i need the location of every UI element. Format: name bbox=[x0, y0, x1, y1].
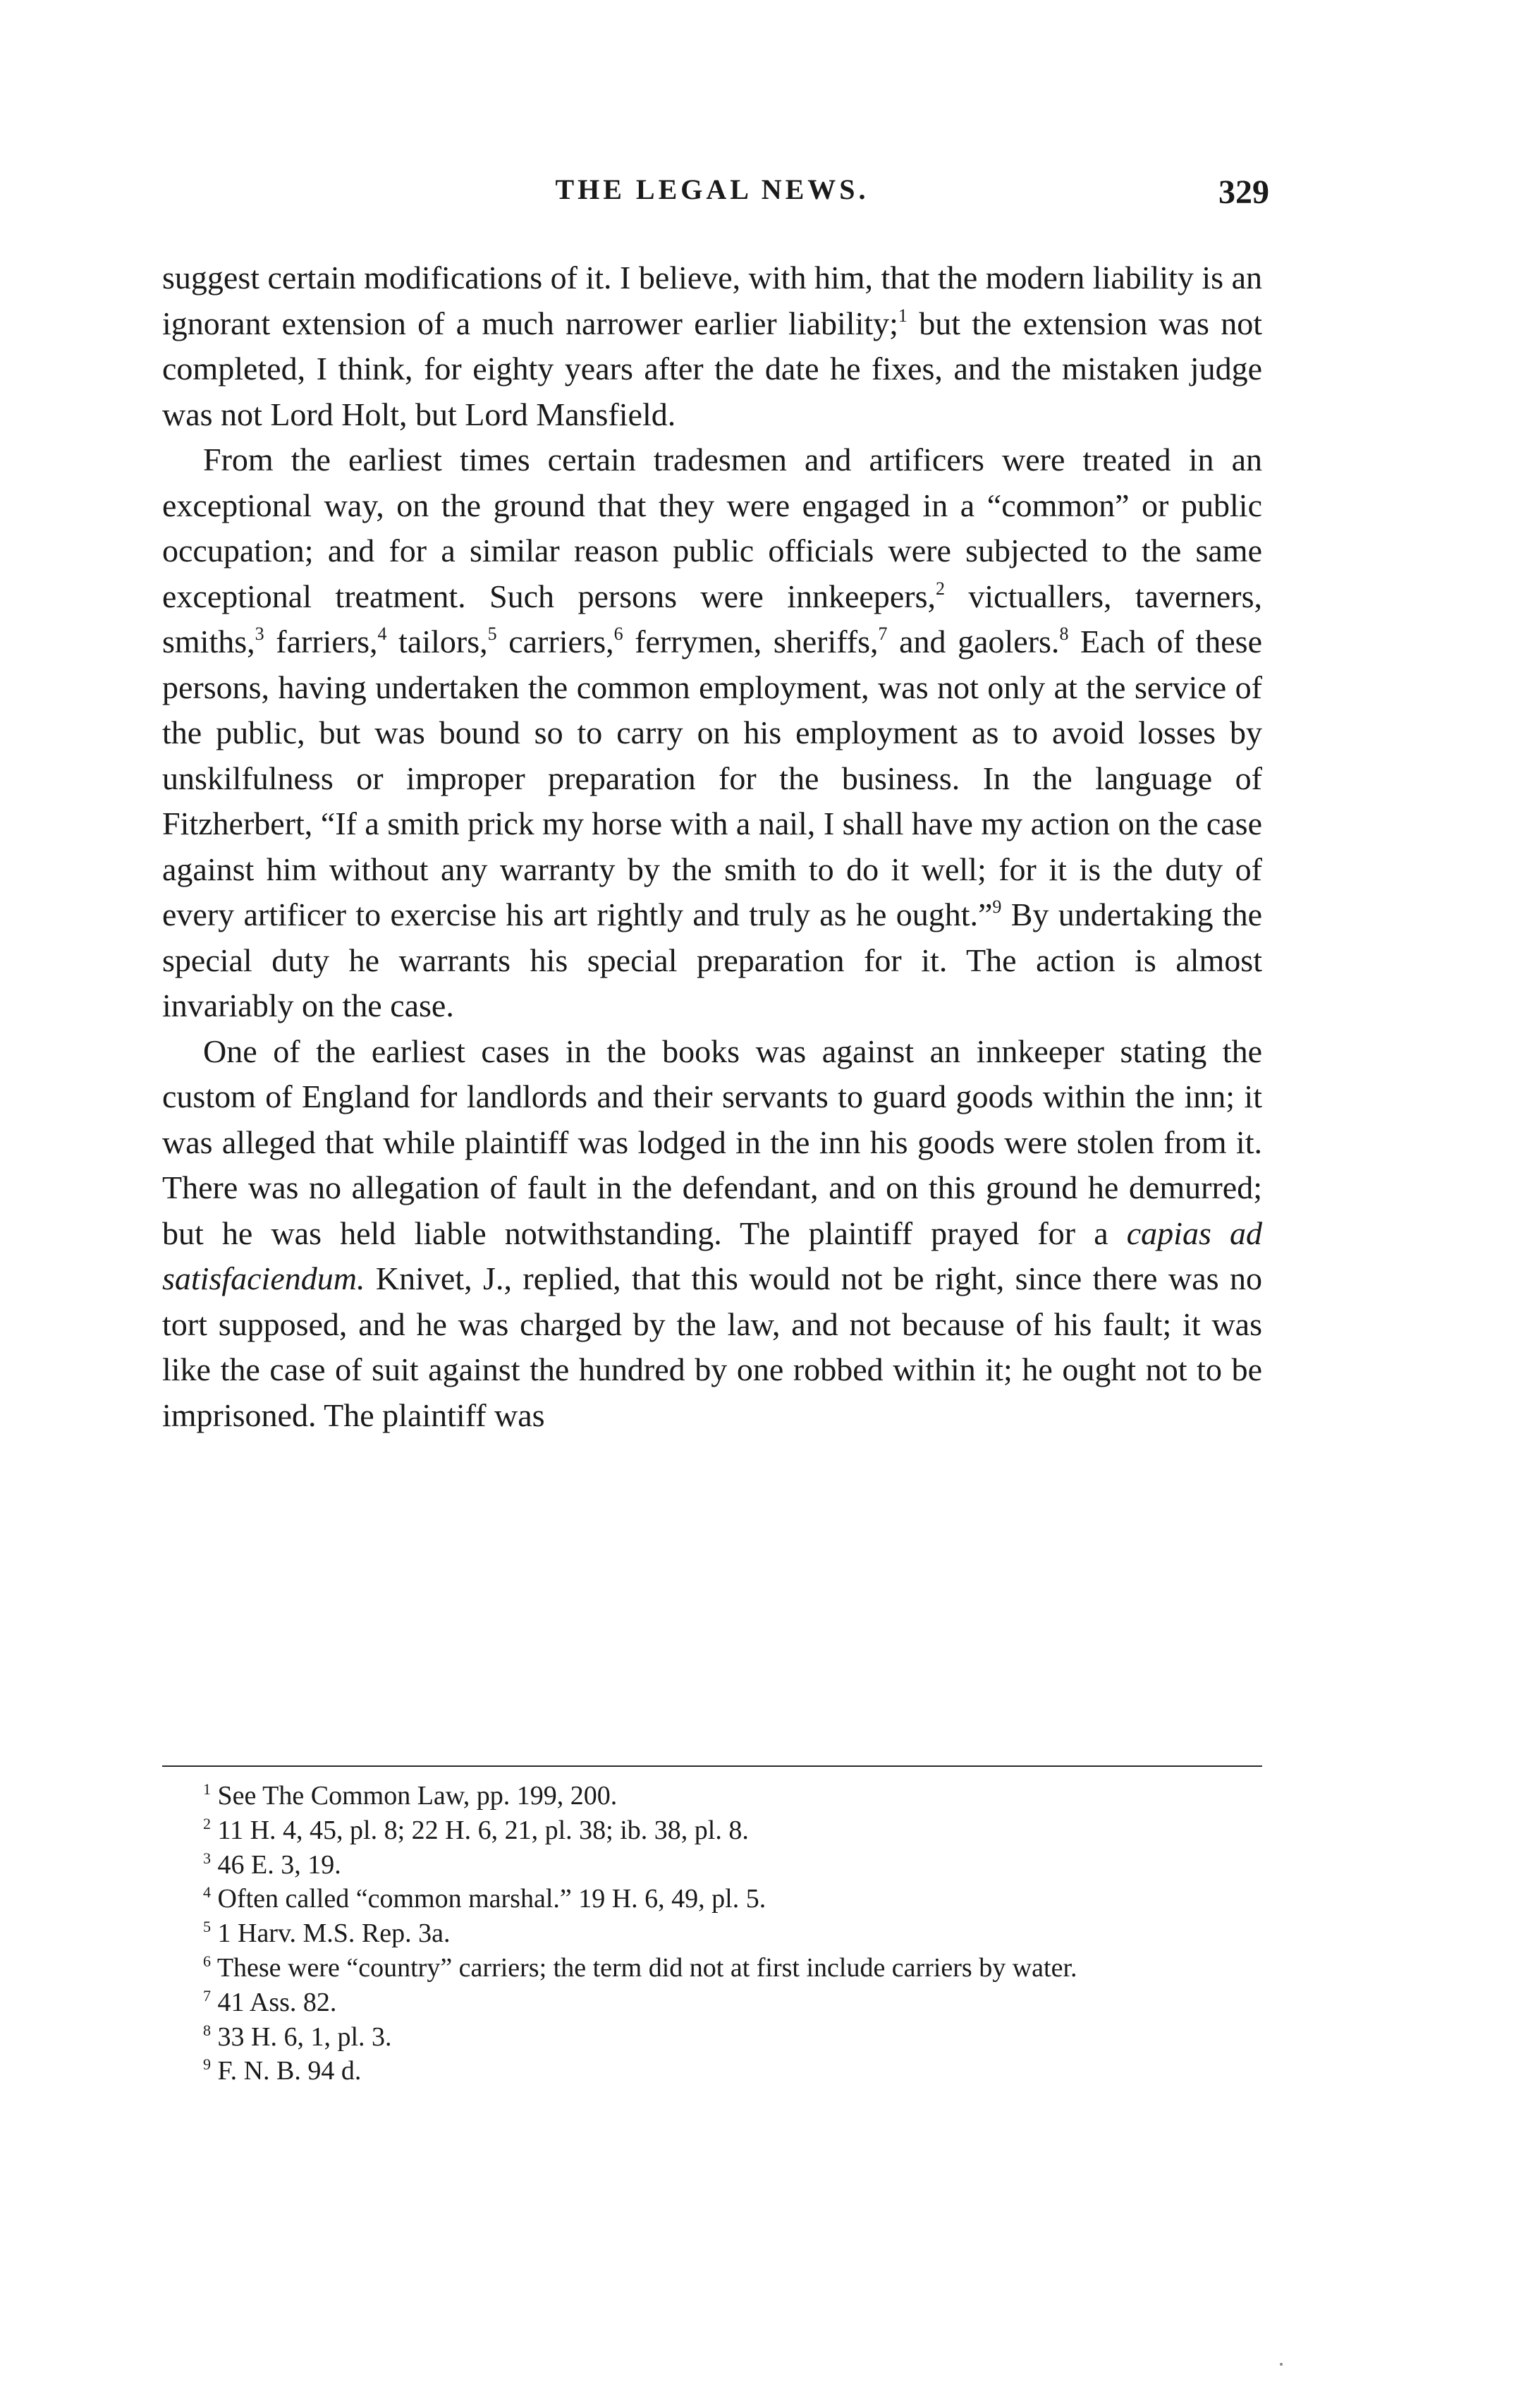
footnote-mark: 8 bbox=[203, 2021, 211, 2039]
footnote-mark: 7 bbox=[203, 1986, 211, 2005]
footnote-reference: 1 bbox=[898, 305, 908, 326]
text-run: One of the earliest cases in the books was against an innkeeper stating the custom of England for landlords and their servants to guard goods within the inn; it was alleged that while plaintiff was lodged in the inn his goods were stolen from it. There was no allegation of fault in the defendant, and on this ground he demurred; but he was held liable notwithstanding. The plaintiff prayed for a bbox=[162, 1033, 1262, 1251]
page-number: 329 bbox=[1218, 174, 1269, 211]
text-run: tailors, bbox=[386, 624, 488, 659]
footnote bbox=[162, 1813, 1262, 1848]
paragraph bbox=[162, 437, 1262, 1029]
footnote-mark: 3 bbox=[203, 1849, 211, 1867]
footnotes bbox=[162, 1779, 1262, 2088]
text-run: carriers, bbox=[496, 624, 614, 659]
footnote bbox=[162, 2054, 1262, 2088]
footnote-text: 41 Ass. 82. bbox=[211, 1987, 337, 2017]
footnote-text: 1 Harv. M.S. Rep. 3a. bbox=[211, 1918, 451, 1949]
footnote-text: See The Common Law, pp. 199, 200. bbox=[211, 1781, 618, 1811]
footnote-reference: 5 bbox=[487, 624, 497, 644]
footnote bbox=[162, 1882, 1262, 1916]
footnote bbox=[162, 1848, 1262, 1883]
text-run: Each of these persons, having undertaken the common employment, was not only at the service of the public, but was bound so to carry on his employment as to avoid losses by unskilfulness or improper preparation for the business. In the language of Fitzherbert, “If a smith prick my horse with a nail, I shall have my action on the case against him without any warranty by the smith to do it well; for it is the duty of every artificer to exercise his art rightly and truly as he ought.” bbox=[162, 624, 1262, 932]
italic-text: capias ad satisfaciendum. bbox=[162, 1215, 1262, 1296]
running-title: THE LEGAL NEWS. bbox=[555, 174, 869, 205]
footnote-reference: 4 bbox=[377, 624, 387, 644]
text-run: ferrymen, sheriffs, bbox=[623, 624, 879, 659]
text-run: victuallers, taverners, smiths, bbox=[162, 578, 1262, 659]
text-run: farriers, bbox=[264, 624, 378, 659]
footnote-text: Often called “common marshal.” 19 H. 6, 49, pl. 5. bbox=[211, 1884, 766, 1914]
footnote-text: 46 E. 3, 19. bbox=[211, 1849, 341, 1880]
footnote-mark: 1 bbox=[203, 1780, 211, 1798]
footnote bbox=[162, 2020, 1262, 2055]
footnote bbox=[162, 1916, 1262, 1951]
footnote-divider bbox=[162, 1765, 1262, 1767]
footnote bbox=[162, 1985, 1262, 2020]
footnote-mark: 4 bbox=[203, 1883, 211, 1902]
text-run: By undertaking the special duty he warrants his special preparation for it. The action is almost invariably on the case. bbox=[162, 896, 1262, 1023]
text-run: Knivet, J., replied, that this would not be right, since there was no tort supposed, and he was charged by the law, and not because of his fault; it was like the case of suit against the hundred by one robbed within it; he ought not to be imprisoned. The plaintiff was bbox=[162, 1260, 1262, 1433]
body-text bbox=[162, 255, 1262, 1438]
footnote-reference: 9 bbox=[992, 896, 1002, 917]
footnote-mark: 9 bbox=[203, 2055, 211, 2074]
footnote-mark: 5 bbox=[203, 1918, 211, 1936]
footnote-text: 11 H. 4, 45, pl. 8; 22 H. 6, 21, pl. 38; ib. 38, pl. 8. bbox=[211, 1815, 749, 1845]
footnote bbox=[162, 1951, 1262, 1985]
footnote-text: These were “country” carriers; the term did not at first include carriers by water. bbox=[211, 1952, 1077, 1983]
footnote-reference: 3 bbox=[255, 624, 264, 644]
footnote bbox=[162, 1779, 1262, 1813]
footnote-text: 33 H. 6, 1, pl. 3. bbox=[211, 2021, 392, 2052]
text-run: suggest certain modifications of it. I believe, with him, that the modern liability is an ignorant extension of a much narrower earlier liability; bbox=[162, 260, 1262, 341]
scan-speck bbox=[1280, 2363, 1283, 2366]
footnote-reference: 6 bbox=[613, 624, 623, 644]
footnote-reference: 7 bbox=[878, 624, 888, 644]
paragraph bbox=[162, 255, 1262, 437]
footnote-mark: 6 bbox=[203, 1952, 211, 1970]
footnote-text: F. N. B. 94 d. bbox=[211, 2056, 362, 2086]
text-run: and gaolers. bbox=[887, 624, 1060, 659]
text-run: but the extension was not completed, I think, for eighty years after the date he fixes, and the mistaken judge was not Lord Holt, but Lord Mansfield. bbox=[162, 305, 1262, 432]
text-run: From the earliest times certain tradesmen and artificers were treated in an exceptional way, on the ground that they were engaged in a “common” or public occupation; and for a similar reason public officials were subjected to the same exceptional treatment. Such persons were innkeepers, bbox=[162, 442, 1262, 614]
footnote-reference: 2 bbox=[935, 578, 945, 599]
footnote-reference: 8 bbox=[1059, 624, 1069, 644]
footnote-mark: 2 bbox=[203, 1814, 211, 1832]
paragraph bbox=[162, 1029, 1262, 1439]
running-head bbox=[162, 173, 1269, 222]
